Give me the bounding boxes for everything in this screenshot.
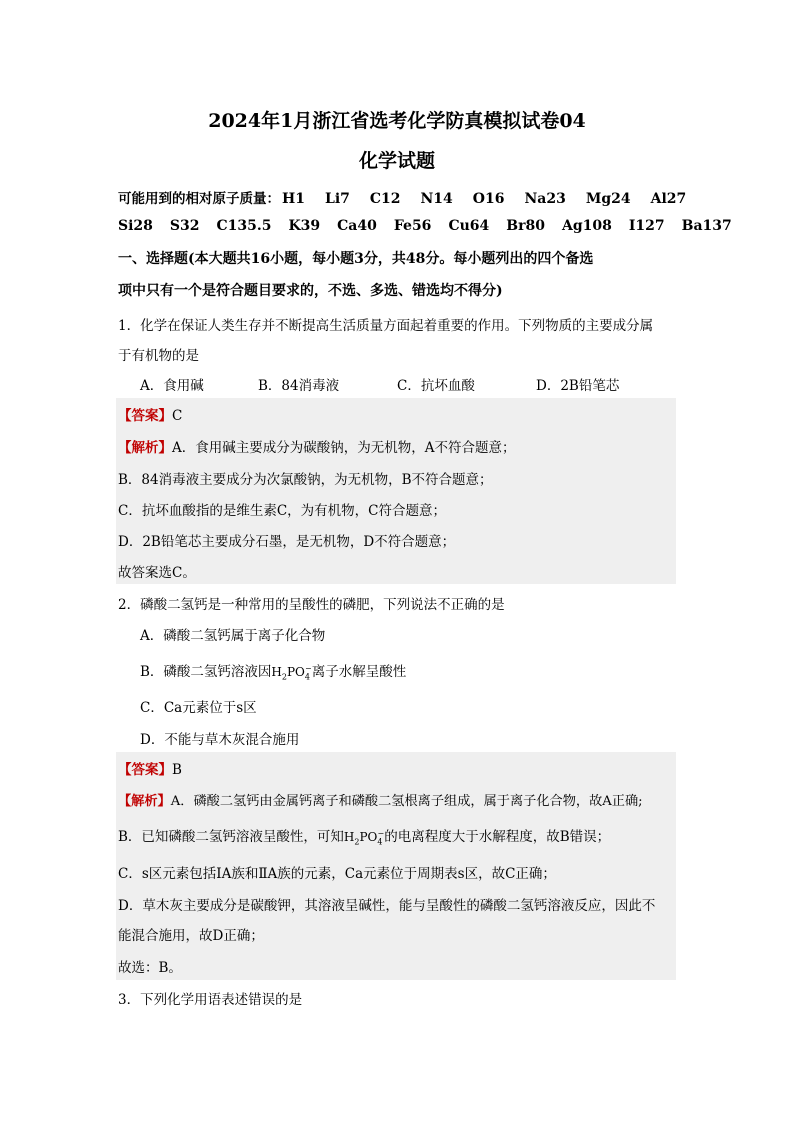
analysis-tag: 【解析】 [118, 440, 172, 456]
q1-analysis-line-3: C．抗坏血酸指的是维生素C，为有机物，C符合题意； [118, 503, 446, 519]
q1-analysis-line-1 [118, 436, 516, 456]
exam-title: 2024年1月浙江省选考化学防真模拟试卷04 [208, 110, 586, 132]
analysis-text: A．磷酸二氢钙由金属钙离子和磷酸二氢根离子组成，属于离子化合物，故A正确; [170, 794, 643, 809]
analysis-text: A．食用碱主要成分为碳酸钠，为无机物，A不符合题意； [172, 440, 516, 456]
mass-value: Fe56 [393, 218, 432, 234]
q2-analysis-b-end: 的电离程度大于水解程度，故B错误； [384, 829, 611, 845]
atomic-mass-row-1 [118, 187, 686, 207]
q1-stem-line-2: 于有机物的是 [118, 348, 199, 364]
mass-value: Na23 [524, 191, 566, 207]
mass-value: O16 [472, 191, 505, 207]
section-heading-line-2: 项中只有一个是符合题目要求的，不选、多选、错选均不得分) [118, 283, 503, 299]
q1-option-d: D．2B铅笔芯 [536, 378, 620, 394]
mass-value: K39 [288, 218, 321, 234]
answer-value: C [172, 408, 183, 424]
mass-value: C135.5 [216, 218, 272, 234]
q1-answer [118, 404, 182, 424]
q2-option-d: D．不能与草木灰混合施用 [140, 732, 300, 748]
exam-subtitle: 化学试题 [358, 150, 435, 172]
q2-analysis-line-2 [118, 825, 610, 846]
mass-value: I127 [628, 218, 665, 234]
mass-value: Br80 [506, 218, 545, 234]
dihydrogen-phosphate-formula: $H_2PO_4^-$ [343, 829, 385, 847]
q1-option-b: B．84消毒液 [258, 378, 340, 394]
q2-analysis-b-start: B．已知磷酸二氢钙溶液呈酸性，可知 [118, 829, 344, 845]
mass-value: Ba137 [681, 218, 732, 234]
answer-tag: 【答案】 [118, 762, 172, 778]
q2-option-c: C．Ca元素位于s区 [140, 700, 257, 716]
mass-value: N14 [420, 191, 453, 207]
q1-analysis-line-4: D．2B铅笔芯主要成分石墨，是无机物，D不符合题意； [118, 534, 456, 550]
mass-value: Cu64 [448, 218, 490, 234]
atomic-mass-row-2 [118, 218, 732, 234]
answer-tag: 【答案】 [118, 408, 172, 424]
q2-analysis-line-5: 能混合施用，故D正确； [118, 928, 264, 944]
q2-answer [118, 758, 182, 778]
mass-value: S32 [169, 218, 200, 234]
analysis-tag: 【解析】 [118, 794, 171, 809]
q1-analysis-line-2: B．84消毒液主要成分为次氯酸钠，为无机物，B不符合题意； [118, 472, 493, 488]
q1-analysis-line-5: 故答案选C。 [118, 565, 196, 581]
q2-analysis-line-4: D．草木灰主要成分是碳酸钾，其溶液呈碱性，能与呈酸性的磷酸二氢钙溶液反应，因此不 [118, 898, 656, 914]
q3-stem: 3．下列化学用语表述错误的是 [118, 992, 303, 1008]
section-heading-line-1: 一、选择题(本大题共16小题，每小题3分，共48分。每小题列出的四个备选 [118, 251, 594, 267]
q1-answer-block [116, 398, 676, 584]
q2-option-a: A．磷酸二氢钙属于离子化合物 [140, 628, 326, 644]
q2-analysis-line-6: 故选：B。 [118, 960, 182, 976]
mass-value: Ca40 [337, 218, 377, 234]
mass-value: Ag108 [561, 218, 612, 234]
mass-value: Al27 [650, 191, 687, 207]
q1-option-a: A．食用碱 [140, 378, 204, 394]
q2-option-b-text-end: 离子水解呈酸性 [311, 664, 407, 680]
dihydrogen-phosphate-formula: $H_2PO_4^-$ [271, 664, 312, 682]
q2-analysis-line-1 [118, 790, 643, 809]
q2-option-b [140, 660, 406, 681]
q1-stem-line-1: 1．化学在保证人类生存并不断提高生活质量方面起着重要的作用。下列物质的主要成分属 [118, 318, 654, 334]
answer-value: B [172, 762, 182, 778]
q2-option-b-text-start: B．磷酸二氢钙溶液因 [140, 664, 272, 680]
mass-value: Mg24 [585, 191, 631, 207]
mass-value: H1 [282, 191, 305, 207]
mass-value: C12 [369, 191, 401, 207]
mass-value: Si28 [118, 218, 153, 234]
q1-option-c: C．抗坏血酸 [397, 378, 475, 394]
atomic-mass-label: 可能用到的相对原子质量： [118, 191, 280, 207]
q2-stem: 2．磷酸二氢钙是一种常用的呈酸性的磷肥，下列说法不正确的是 [118, 597, 505, 613]
mass-value: Li7 [324, 191, 350, 207]
q2-analysis-line-3: C．s区元素包括ⅠA族和ⅡA族的元素，Ca元素位于周期表s区，故C正确； [118, 866, 556, 882]
